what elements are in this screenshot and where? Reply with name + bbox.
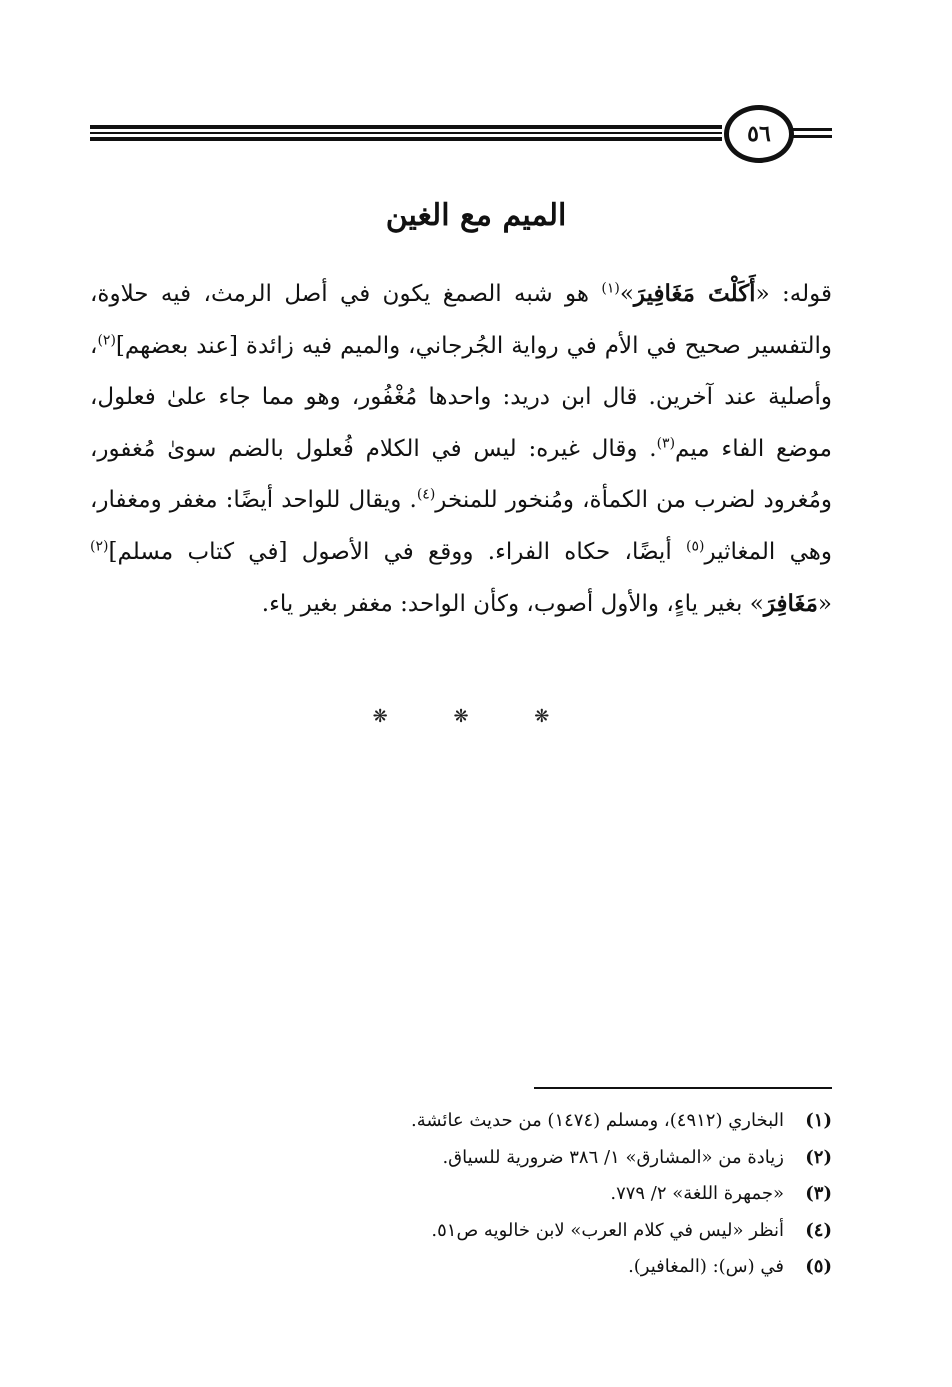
footnote-number: (٢) bbox=[805, 1146, 832, 1168]
footnote-number: (١) bbox=[805, 1110, 832, 1131]
footnote-ref-4[interactable]: (٤) bbox=[416, 486, 436, 503]
footnote-item bbox=[90, 1176, 832, 1213]
footnote-item bbox=[90, 1213, 832, 1250]
footnote-text: زيادة من «المشارق» ١/ ٣٨٦ ضرورية للسياق. bbox=[442, 1146, 784, 1168]
page-title: الميم مع الغين bbox=[385, 198, 567, 233]
footnotes-list bbox=[90, 1103, 832, 1286]
footnote-text: البخاري (٤٩١٢)، ومسلم (١٤٧٤) من حديث عائشة. bbox=[411, 1110, 784, 1131]
footnote-ref-5[interactable]: (٥) bbox=[686, 537, 705, 554]
footnote-ref-1[interactable]: (١) bbox=[601, 280, 620, 297]
footnote-item bbox=[90, 1249, 832, 1286]
footnote-number: (٤) bbox=[805, 1219, 832, 1241]
footnote-number: (٣) bbox=[805, 1183, 832, 1204]
text-segment-5: أيضًا، حكاه الفراء. ووقع في الأصول [في كتاب مسلم] bbox=[108, 538, 686, 565]
footnote-text: أنظر «ليس في كلام العرب» لابن خالويه ص٥١. bbox=[431, 1219, 784, 1241]
footnote-text: في (س): (المغافير). bbox=[628, 1256, 784, 1277]
section-separator: ❋ ❋ ❋ bbox=[372, 706, 580, 727]
text-segment-7: » بغير ياءٍ، والأول أصوب، وكأن الواحد: مغفر بغير ياء. bbox=[261, 591, 764, 617]
header-rule bbox=[90, 125, 832, 142]
footnote-text: «جمهرة اللغة» ٢/ ٧٧٩. bbox=[610, 1183, 784, 1204]
text-segment-4: . ويقال للواحد أيضًا: مغفر ومغفار، وهي المغاثير bbox=[90, 487, 832, 565]
text-segment-3: . وقال غيره: ليس في الكلام فُعلول بالضم سوىٰ مُغفور، ومُغرود لضرب من الكمأة، ومُنخور للمنخر bbox=[90, 435, 832, 513]
footnote-ref-3[interactable]: (٣) bbox=[656, 434, 676, 451]
footnote-divider bbox=[534, 1087, 832, 1089]
footnote-ref-2-repeat[interactable]: (٢) bbox=[90, 537, 109, 554]
text-quote-lead: قوله: « bbox=[755, 281, 832, 307]
quote-term-2: مَغَافِرَ bbox=[763, 590, 818, 617]
text-segment-2: ، وأصلية عند آخرين. قال ابن دريد: واحدها مُغْفُور، وهو مما جاء علىٰ فعلول، موضع الفاء ميم bbox=[90, 332, 832, 462]
footnote-ref-2[interactable]: (٢) bbox=[97, 331, 116, 348]
footnote-item bbox=[90, 1103, 832, 1140]
text-segment-6: « bbox=[817, 591, 832, 617]
text-quote-close: » bbox=[619, 281, 634, 307]
page-number: ٥٦ bbox=[724, 105, 794, 163]
footnote-number: (٥) bbox=[805, 1256, 832, 1277]
main-paragraph bbox=[90, 268, 832, 631]
footnote-item bbox=[90, 1140, 832, 1177]
text-segment-1: هو شبه الصمغ يكون في أصل الرمث، فيه حلاوة، والتفسير صحيح في الأم في رواية الجُرجاني، والميم فيه زائدة [عند بعضهم] bbox=[90, 281, 832, 359]
quote-term: أَكَلْتَ مَغَافِيرَ bbox=[633, 280, 756, 307]
